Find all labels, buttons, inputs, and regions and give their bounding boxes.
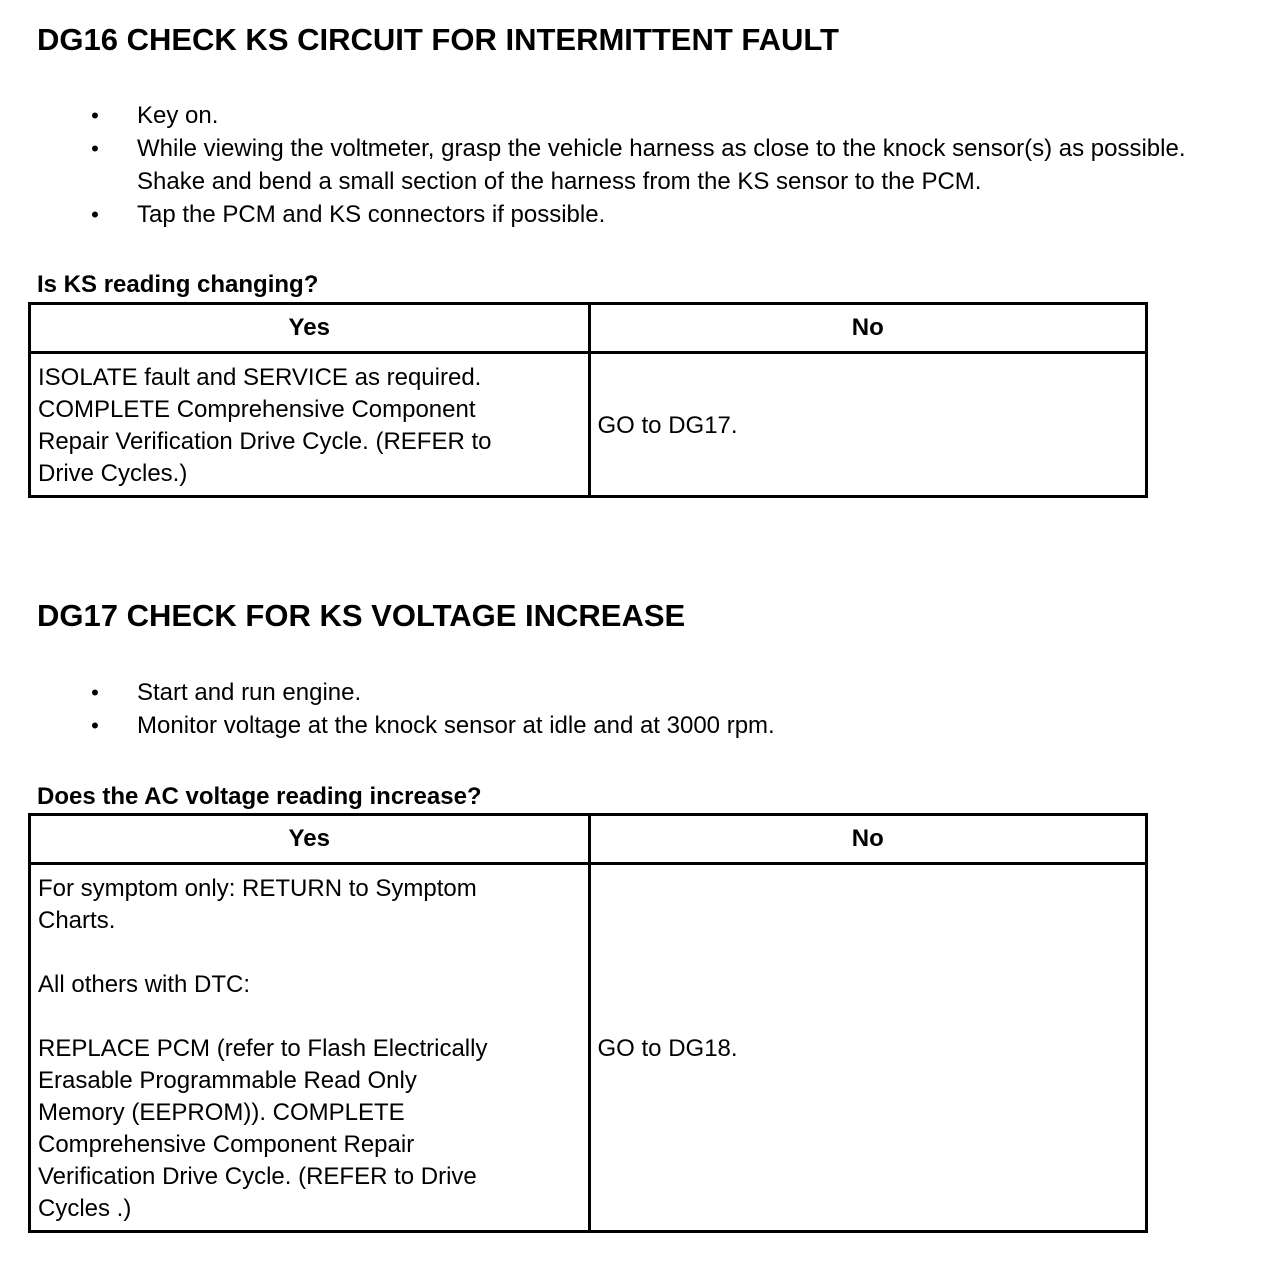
bullet-icon: • (91, 136, 99, 161)
dg16-yes-cell (30, 353, 590, 497)
dg17-yes-cell (30, 864, 590, 1232)
dg17-yes-line-2: Charts. (38, 906, 116, 934)
dg16-step-3 (0, 198, 1247, 231)
bullet-icon: • (91, 680, 99, 705)
bullet-icon: • (91, 103, 99, 128)
dg16-yes-line-4: Drive Cycles.) (38, 459, 188, 487)
dg16-steps (0, 99, 1280, 231)
dg16-decision-table (28, 302, 1148, 498)
dg17-yes-header: Yes (30, 815, 590, 864)
dg16-question: Is KS reading changing? (37, 271, 319, 298)
dg16-yes-header: Yes (30, 304, 590, 353)
dg17-yes-line-7: Comprehensive Component Repair (38, 1130, 415, 1158)
dg16-step-2 (0, 132, 1247, 198)
dg17-step-2-text: Monitor voltage at the knock sensor at idle and at 3000 rpm. (137, 712, 775, 739)
dg17-yes-line-1: For symptom only: RETURN to Symptom (38, 874, 477, 902)
dg16-step-1 (0, 99, 1247, 132)
dg17-yes-line-6: Memory (EEPROM)). COMPLETE (38, 1098, 405, 1126)
bullet-icon: • (91, 713, 99, 738)
paragraph-gap (38, 937, 582, 969)
dg17-decision-table (28, 813, 1148, 1233)
paragraph-gap (38, 1001, 582, 1033)
dg16-title: DG16 CHECK KS CIRCUIT FOR INTERMITTENT FAULT (37, 22, 839, 57)
dg17-yes-line-8: Verification Drive Cycle. (REFER to Drive (38, 1162, 477, 1190)
dg17-yes-line-5: Erasable Programmable Read Only (38, 1066, 417, 1094)
dg17-no-cell: GO to DG18. (589, 864, 1147, 1232)
dg16-step-2-text: While viewing the voltmeter, grasp the vehicle harness as close to the knock sensor(s) as possible. Shake and bend a small section of the harness from the KS sensor to the PCM. (137, 135, 1186, 195)
dg16-yes-line-3: Repair Verification Drive Cycle. (REFER to (38, 427, 492, 455)
dg16-yes-line-1: ISOLATE fault and SERVICE as required. (38, 363, 482, 391)
bullet-icon: • (91, 202, 99, 227)
dg16-step-1-text: Key on. (137, 102, 219, 129)
dg16-header-row (30, 304, 1147, 353)
dg16-no-cell: GO to DG17. (589, 353, 1147, 497)
dg17-yes-line-3: All others with DTC: (38, 970, 251, 998)
dg17-step-2 (0, 709, 1247, 742)
dg17-yes-line-9: Cycles .) (38, 1194, 132, 1222)
dg17-step-1 (0, 676, 1247, 709)
dg16-no-header: No (589, 304, 1147, 353)
dg17-title: DG17 CHECK FOR KS VOLTAGE INCREASE (37, 598, 686, 633)
dg16-yes-line-2: COMPLETE Comprehensive Component (38, 395, 476, 423)
dg17-result-row (30, 864, 1147, 1232)
dg17-yes-line-4: REPLACE PCM (refer to Flash Electrically (38, 1034, 488, 1062)
dg17-question: Does the AC voltage reading increase? (37, 783, 482, 810)
dg17-step-1-text: Start and run engine. (137, 679, 362, 706)
dg17-steps (0, 676, 1280, 742)
dg16-step-3-text: Tap the PCM and KS connectors if possible. (137, 201, 606, 228)
dg17-header-row (30, 815, 1147, 864)
dg17-no-header: No (589, 815, 1147, 864)
dg16-result-row (30, 353, 1147, 497)
